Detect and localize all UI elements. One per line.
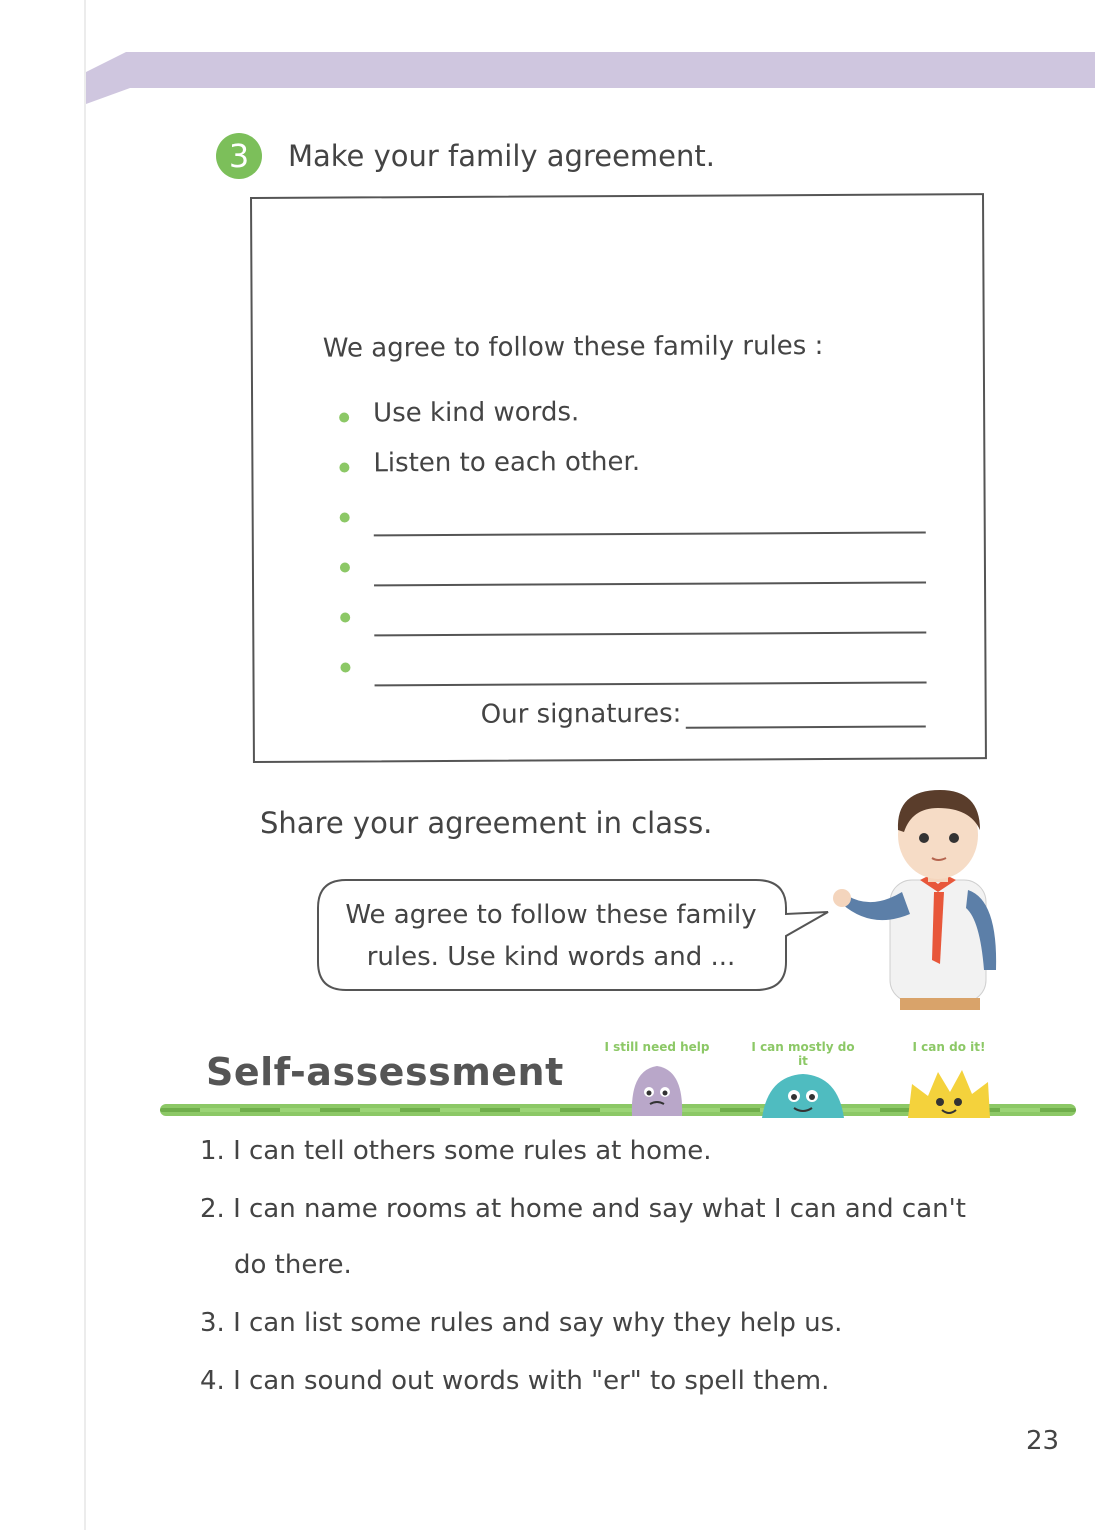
assessment-item: 1. I can tell others some rules at home.: [200, 1136, 712, 1166]
page-edge: [84, 0, 86, 1530]
step-title: Make your family agreement.: [288, 139, 715, 173]
speech-bubble-text: [316, 894, 786, 978]
page-number: 23: [1026, 1426, 1060, 1456]
signatures-row: [481, 697, 926, 729]
write-line[interactable]: [375, 681, 927, 686]
signature-line[interactable]: [685, 697, 925, 728]
bubble-line: rules. Use kind words and ...: [366, 942, 736, 972]
assessment-item: 2. I can name rooms at home and say what I can and can't: [200, 1194, 966, 1224]
rule-text: Use kind words.: [373, 397, 580, 429]
step-number-badge: 3: [216, 133, 262, 179]
rule-item-blank[interactable]: [340, 545, 940, 598]
share-instruction: Share your agreement in class.: [260, 806, 713, 840]
bullet-dot: [339, 462, 349, 472]
rule-item: [339, 395, 939, 448]
rating-label: I can mostly do it: [751, 1040, 855, 1068]
agreement-box: [250, 193, 987, 763]
write-line[interactable]: [374, 631, 926, 636]
teal-monster-icon: [748, 1040, 858, 1120]
bubble-line: We agree to follow these family: [345, 900, 757, 930]
bullet-dot: [339, 412, 349, 422]
step-heading: [216, 133, 715, 179]
assessment-item-continuation: do there.: [234, 1250, 352, 1280]
self-assessment-title: Self-assessment: [206, 1050, 564, 1094]
bullet-dot: [340, 562, 350, 572]
speech-bubble: [316, 878, 786, 990]
agreement-lead: We agree to follow these family rules :: [322, 331, 824, 364]
bullet-dot: [340, 612, 350, 622]
rule-item-blank[interactable]: [340, 645, 940, 698]
write-line[interactable]: [374, 531, 926, 536]
rule-list: [339, 395, 941, 698]
bullet-dot: [340, 662, 350, 672]
write-line[interactable]: [374, 581, 926, 586]
rating-can-do[interactable]: [894, 1040, 1004, 1120]
signatures-label: Our signatures:: [480, 698, 682, 730]
rating-label: I can do it!: [912, 1040, 986, 1054]
rule-text: Listen to each other.: [373, 446, 641, 479]
rating-label: I still need help: [604, 1040, 710, 1054]
rating-mostly[interactable]: [748, 1040, 858, 1120]
rule-item-blank[interactable]: [340, 495, 940, 548]
assessment-item: 3. I can list some rules and say why they help us.: [200, 1308, 843, 1338]
rule-item: [339, 445, 939, 498]
rating-need-help[interactable]: [602, 1040, 712, 1120]
yellow-monster-icon: [894, 1040, 1004, 1120]
bullet-dot: [340, 512, 350, 522]
boy-illustration: [820, 780, 1010, 1015]
header-band: [86, 52, 1095, 104]
assessment-item: 4. I can sound out words with "er" to spell them.: [200, 1366, 830, 1396]
rule-item-blank[interactable]: [340, 595, 940, 648]
purple-monster-icon: [602, 1040, 712, 1120]
